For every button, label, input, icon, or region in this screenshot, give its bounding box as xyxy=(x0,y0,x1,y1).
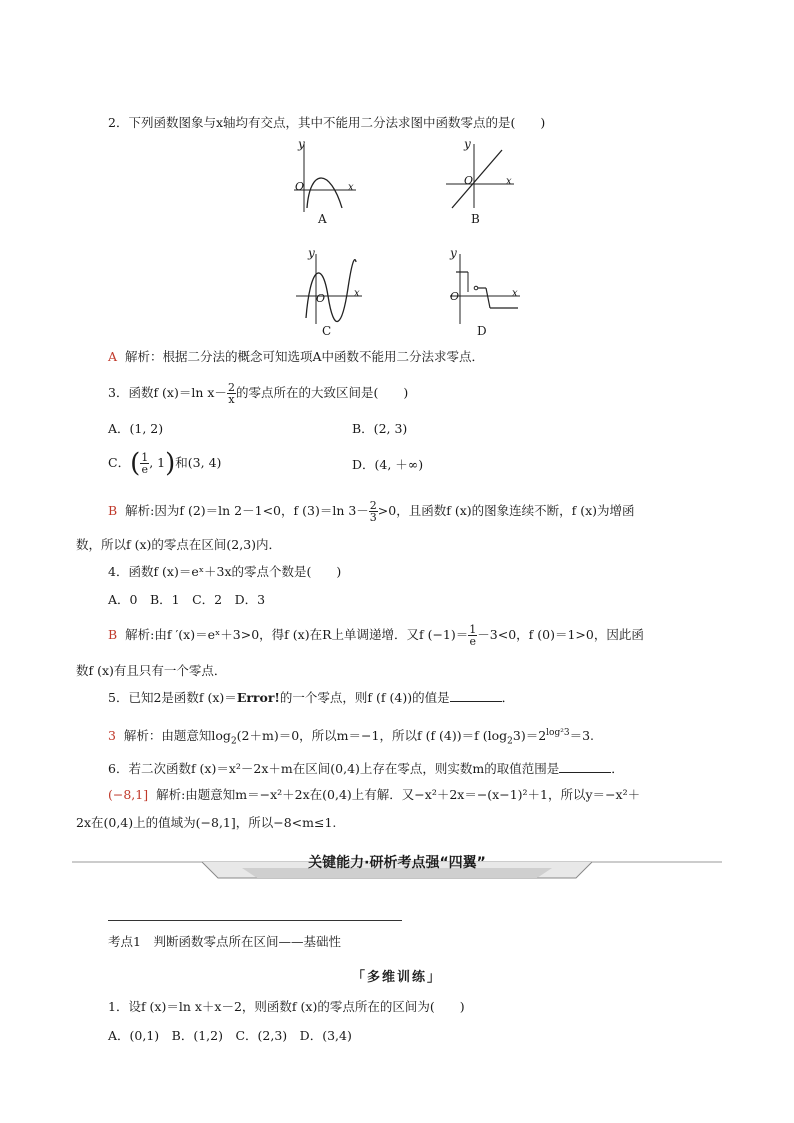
q4-options: A．0 B．1 C．2 D．3 xyxy=(108,592,266,607)
t1-options: A．(0,1) B．(1,2) C．(2,3) D．(3,4) xyxy=(108,1028,352,1043)
q4-analysis-num: 1 xyxy=(469,623,477,636)
q5-analysis-4: ＝3. xyxy=(569,728,595,744)
q5-stem-end: ． xyxy=(501,690,515,705)
graph-b-y: y xyxy=(464,137,471,151)
graph-b-origin: O xyxy=(464,174,474,187)
graph-d-label: D xyxy=(477,324,487,338)
q3-opt-c-fraction xyxy=(140,452,149,475)
q5-stem-prefix: 5．已知2是函数f (x)＝ xyxy=(108,690,237,705)
q3-stem-prefix: 3．函数f (x)＝ln x－ xyxy=(108,385,227,400)
q2-analysis-text: 解析：根据二分法的概念可知选项A中函数不能用二分法求零点． xyxy=(124,349,485,364)
graph-a xyxy=(290,137,360,226)
section-banner xyxy=(72,848,722,884)
q5-stem-suffix: 的一个零点，则f (f (4))的值是 xyxy=(279,690,450,705)
q6-answer: (−8,1] xyxy=(108,787,149,802)
q3-opt-c-num: 1 xyxy=(141,451,149,464)
q2-analysis xyxy=(108,348,484,366)
training-heading: 「多维训练」 xyxy=(351,970,442,985)
q3-opt-c-suffix: 和(3, 4) xyxy=(175,455,222,470)
q6-stem xyxy=(108,760,624,778)
q3-opt-a: A．(1, 2) xyxy=(108,421,164,436)
q5-analysis-3: 3)＝2 xyxy=(512,728,547,744)
q4-stem: 4．函数f (x)＝eˣ＋3x的零点个数是( ) xyxy=(108,564,342,579)
q3-frac-den: x xyxy=(228,393,235,406)
q6-analysis-2: 2x在(0,4)上的值域为(−8,1]，所以−8<m≤1. xyxy=(76,815,337,830)
q3-opt-c xyxy=(108,448,222,479)
q3-frac-num: 2 xyxy=(227,381,235,394)
q5-analysis-1: 解析：由题意知log xyxy=(123,728,231,744)
q3-analysis-2: >0，且函数f (x)的图象连续不断，f (x)为增函 xyxy=(377,503,635,518)
q6-analysis xyxy=(108,786,640,804)
graph-d-origin: O xyxy=(450,290,460,303)
q5-answer: 3 xyxy=(108,728,116,744)
q6-analysis-1: 解析:由题意知m＝−x²＋2x在(0,4)上有解．又−x²＋2x＝−(x−1)²＋1，所以y＝−x²＋ xyxy=(156,787,641,802)
q3-opt-c-rparen: ) xyxy=(165,448,176,479)
section-rule xyxy=(108,920,402,921)
q3-opt-c-lparen: ( xyxy=(130,448,141,479)
q6-stem-text: 6．若二次函数f (x)＝x²－2x＋m在区间(0,4)上存在零点，则实数m的取值范围是 xyxy=(108,761,560,776)
graph-a-origin: O xyxy=(295,180,305,193)
q4-answer-letter: B xyxy=(108,627,118,642)
q5-log-base: 2 xyxy=(230,736,237,747)
q3-stem xyxy=(108,382,408,405)
graph-c-label: C xyxy=(322,324,332,338)
q2-stem: 2．下列函数图象与x轴均有交点，其中不能用二分法求图中函数零点的是( ) xyxy=(108,115,546,130)
q3-analysis-den: 3 xyxy=(369,511,377,524)
graph-d-x: x xyxy=(512,288,518,299)
q3-stem-suffix: 的零点所在的大致区间是( ) xyxy=(235,385,409,400)
q3-analysis xyxy=(108,500,635,523)
q3-opt-d: D．(4, ＋∞) xyxy=(352,457,424,472)
q4-analysis-fraction xyxy=(468,624,477,647)
q2-answer-letter: A xyxy=(108,349,118,364)
graph-c xyxy=(292,246,370,338)
q3-answer-letter: B xyxy=(108,503,118,518)
q3-opt-c-mid: , 1 xyxy=(149,455,166,470)
graph-c-y: y xyxy=(308,246,315,260)
graph-d-y: y xyxy=(450,246,457,260)
q5-answer-blank xyxy=(450,689,502,702)
q5-power: log²3 xyxy=(546,728,570,738)
q4-analysis-2: －3<0，f (0)＝1>0，因此函 xyxy=(477,627,644,642)
q4-analysis-1: 解析:由f ′(x)＝eˣ＋3>0，得f (x)在R上单调递增．又f (−1)＝ xyxy=(125,627,469,642)
graph-b-label: B xyxy=(471,212,480,226)
q6-answer-blank xyxy=(559,760,611,773)
graph-b-x: x xyxy=(506,176,512,187)
q4-analysis-3: 数f (x)有且只有一个零点． xyxy=(76,663,227,678)
t1-stem: 1．设f (x)＝ln x＋x－2，则函数f (x)的零点所在的区间为( ) xyxy=(108,999,465,1014)
graph-a-y: y xyxy=(298,137,305,151)
q4-analysis-den: e xyxy=(469,635,477,648)
q3-opt-c-prefix: C． xyxy=(108,455,131,470)
q6-stem-end: ． xyxy=(611,761,624,776)
graph-d xyxy=(446,246,526,338)
q3-analysis-num: 2 xyxy=(369,499,377,512)
q3-analysis-1: 解析:因为f (2)＝ln 2－1<0，f (3)＝ln 3－ xyxy=(125,503,369,518)
q3-analysis-3: 数，所以f (x)的零点在区间(2,3)内． xyxy=(76,537,282,552)
q5-stem xyxy=(108,689,514,707)
q3-opt-b: B．(2, 3) xyxy=(352,421,408,436)
banner-title: 关键能力·研析考点强“四翼” xyxy=(308,855,486,871)
graph-c-origin: O xyxy=(316,292,326,305)
q4-analysis xyxy=(108,624,644,647)
graph-a-x: x xyxy=(348,182,354,193)
section-heading: 考点1 判断函数零点所在区间——基础性 xyxy=(108,934,341,949)
q5-stem-error: Error! xyxy=(236,690,280,705)
q3-stem-fraction xyxy=(227,382,236,405)
q3-analysis-fraction xyxy=(369,500,378,523)
graph-c-x: x xyxy=(354,288,360,299)
q3-opt-c-den: e xyxy=(141,463,148,476)
graph-a-label: A xyxy=(318,212,327,226)
graph-b xyxy=(440,137,520,226)
q5-analysis-2: (2＋m)＝0，所以m＝−1，所以f (f (4))＝f (log xyxy=(236,728,508,744)
q5-log-base-2: 2 xyxy=(507,736,513,747)
q5-analysis xyxy=(108,724,594,751)
